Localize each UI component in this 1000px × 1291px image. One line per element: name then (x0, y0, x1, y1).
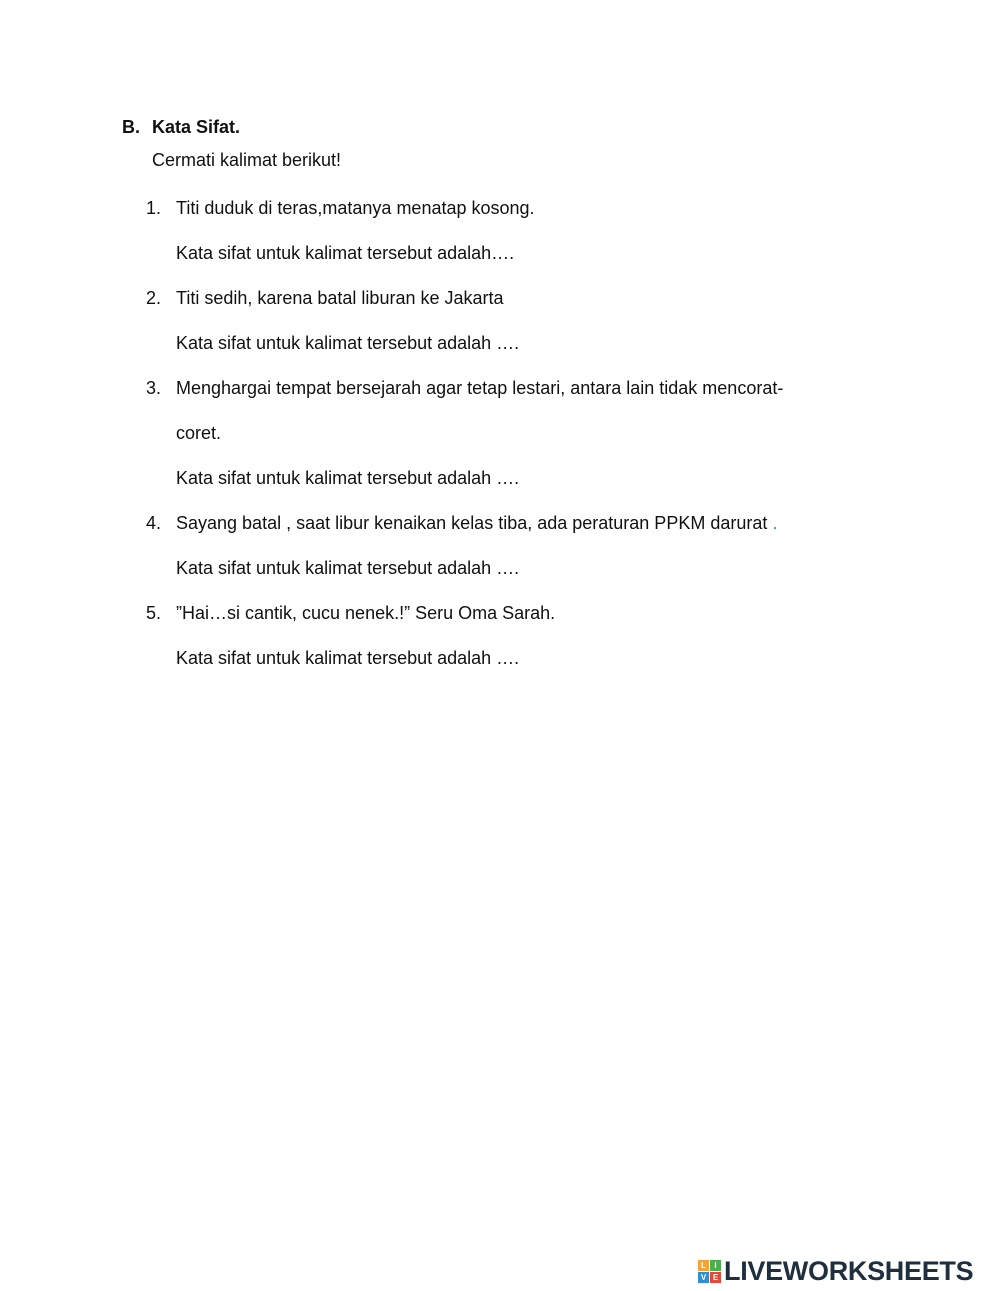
logo-blocks-icon (698, 1260, 721, 1283)
item-number: 1. (146, 198, 162, 218)
item-sentence: Sayang batal , saat libur kenaikan kelas tiba, ada peraturan PPKM darurat (176, 513, 768, 533)
item-prompt: Kata sifat untuk kalimat tersebut adalah …. (176, 468, 520, 488)
section-heading (122, 117, 240, 138)
section-letter: B. (122, 117, 140, 137)
item-sentence: Menghargai tempat bersejarah agar tetap lestari, antara lain tidak mencorat- (176, 378, 784, 398)
item-prompt: Kata sifat untuk kalimat tersebut adalah …. (176, 333, 520, 353)
logo-block: I (710, 1260, 721, 1271)
item-sentence-row (176, 512, 777, 534)
item-sentence-end: . (772, 513, 778, 533)
item-prompt: Kata sifat untuk kalimat tersebut adalah…. (176, 243, 515, 263)
logo-block: V (698, 1272, 709, 1283)
item-sentence: Titi duduk di teras,matanya menatap kosong. (176, 198, 535, 218)
logo-block: L (698, 1260, 709, 1271)
item-number: 4. (146, 513, 162, 533)
section-title: Kata Sifat. (152, 117, 241, 137)
item-number: 2. (146, 288, 162, 308)
item-prompt: Kata sifat untuk kalimat tersebut adalah …. (176, 648, 520, 668)
liveworksheets-logo (698, 1256, 973, 1286)
item-sentence-continuation: coret. (176, 423, 222, 443)
logo-block: E (710, 1272, 721, 1283)
instruction-text: Cermati kalimat berikut! (152, 150, 342, 170)
logo-text: LIVEWORKSHEETS (724, 1255, 974, 1286)
item-sentence: ”Hai…si cantik, cucu nenek.!” Seru Oma Sarah. (176, 603, 556, 623)
item-number: 3. (146, 378, 162, 398)
item-prompt: Kata sifat untuk kalimat tersebut adalah …. (176, 558, 520, 578)
item-number: 5. (146, 603, 162, 623)
item-sentence: Titi sedih, karena batal liburan ke Jakarta (176, 288, 504, 308)
